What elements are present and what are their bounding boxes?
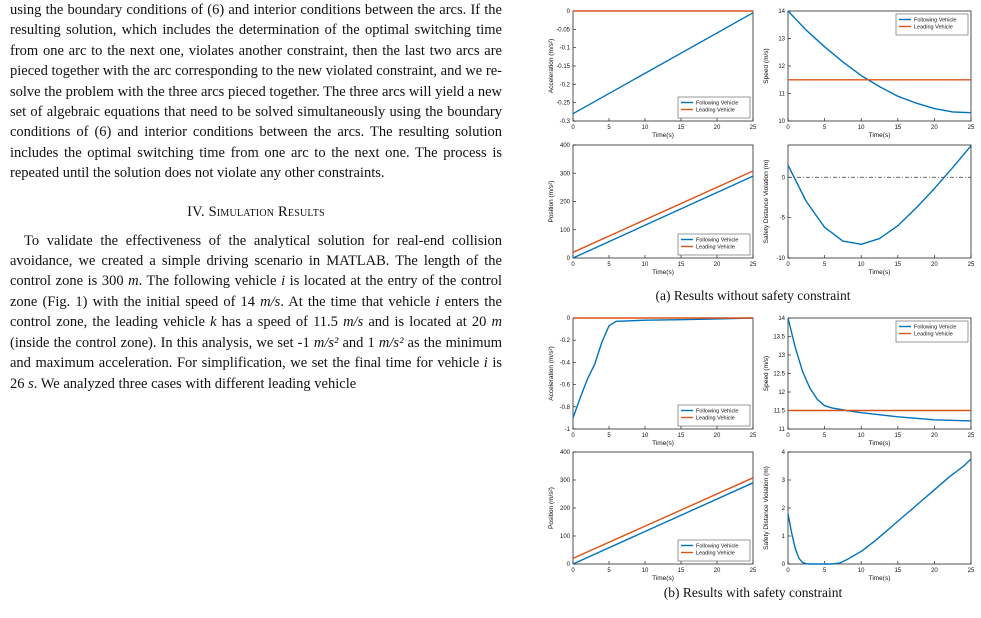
legend — [678, 234, 750, 255]
y-tick-label: 11 — [778, 427, 785, 433]
x-tick-label: 20 — [931, 433, 938, 439]
x-tick-label: 20 — [931, 262, 938, 268]
y-tick-label: -10 — [776, 256, 785, 262]
paragraph-simulation: To validate the effectiveness of the analytical solution for real-end collision avoidance, we created a simple driving scenario in MATLAB. The length of the control zone is 300 m. The following vehicle i is located at the entry of the control zone (Fig. 1) with the initial speed of 14 m/s. At the time that vehicle i enters the control zone, the leading vehicle k has a speed of 11.5 m/s and is located at 20 m (inside the control zone). In this analysis, we set -1 m/s² and 1 m/s² as the minimum and maximum acceleration. For simplification, we set the final time for vehicle i is 26 s. We analyzed three cases with different leading vehicle — [10, 232, 502, 392]
legend — [678, 540, 750, 561]
x-tick-label: 15 — [894, 568, 902, 574]
plot-frame — [788, 145, 971, 258]
x-tick-label: 25 — [749, 568, 757, 574]
y-tick-label: 0 — [566, 256, 570, 262]
caption-a: (a) Results without safety constraint — [655, 288, 851, 303]
y-tick-label: 13.5 — [773, 334, 785, 341]
x-axis-label: Time(s) — [652, 269, 674, 276]
y-tick-label: 14 — [778, 9, 785, 15]
x-tick-label: 20 — [713, 125, 721, 131]
y-tick-label: 12 — [778, 390, 785, 396]
y-tick-label: 100 — [559, 534, 570, 540]
figure-a — [528, 3, 978, 278]
figure-b — [528, 311, 978, 583]
x-tick-label: 0 — [786, 262, 790, 268]
left-text-column — [10, 0, 502, 618]
y-tick-label: -0.15 — [556, 64, 570, 70]
y-tick-label: 200 — [559, 199, 570, 206]
y-tick-label: 12.5 — [773, 371, 785, 378]
plot-frame — [788, 452, 971, 564]
x-tick-label: 10 — [641, 262, 649, 268]
legend — [896, 321, 968, 342]
x-tick-label: 5 — [607, 125, 611, 131]
y-tick-label: 0 — [566, 562, 570, 568]
y-tick-label: -0.2 — [559, 82, 570, 89]
chart-b-position — [548, 450, 757, 582]
x-tick-label: 25 — [967, 125, 975, 131]
x-tick-label: 15 — [677, 433, 685, 439]
y-tick-label: 400 — [559, 450, 570, 456]
chart-a-safety — [763, 145, 975, 276]
y-axis-label: Acceleration (m/s²) — [548, 38, 555, 94]
y-axis-label: Speed (m/s) — [763, 48, 770, 84]
y-tick-label: 11 — [778, 91, 785, 98]
legend-entry: Following Vehicle — [914, 324, 957, 331]
legend-entry: Leading Vehicle — [696, 415, 735, 422]
y-tick-label: -0.2 — [559, 338, 570, 345]
x-tick-label: 25 — [749, 262, 757, 268]
x-tick-label: 20 — [713, 433, 721, 439]
x-axis-label: Time(s) — [652, 575, 674, 582]
section-heading — [10, 204, 502, 221]
y-tick-label: 13 — [778, 353, 785, 359]
legend-entry: Following Vehicle — [914, 17, 957, 24]
x-axis-label: Time(s) — [868, 440, 891, 447]
legend-entry: Leading Vehicle — [914, 331, 953, 338]
x-tick-label: 25 — [749, 125, 757, 131]
x-tick-label: 0 — [571, 262, 575, 268]
y-axis-label: Acceleration (m/s²) — [548, 346, 555, 401]
x-tick-label: 0 — [786, 433, 790, 439]
legend-entry: Leading Vehicle — [696, 550, 735, 557]
chart-b-accel — [548, 316, 757, 447]
x-tick-label: 0 — [786, 568, 790, 574]
x-tick-label: 0 — [571, 433, 575, 439]
y-tick-label: -0.05 — [556, 27, 570, 34]
y-tick-label: -5 — [779, 215, 785, 222]
x-tick-label: 15 — [677, 568, 685, 574]
legend — [678, 405, 750, 426]
legend-entry: Following Vehicle — [696, 408, 739, 415]
x-tick-label: 5 — [822, 262, 827, 268]
x-tick-label: 5 — [822, 568, 827, 574]
x-axis-label: Time(s) — [868, 575, 891, 582]
x-tick-label: 25 — [967, 568, 975, 574]
x-axis-label: Time(s) — [652, 440, 674, 447]
legend-entry: Following Vehicle — [696, 237, 739, 244]
legend-entry: Leading Vehicle — [696, 244, 735, 251]
y-tick-label: 100 — [559, 227, 570, 234]
x-tick-label: 5 — [607, 433, 611, 439]
x-tick-label: 5 — [822, 125, 827, 131]
x-tick-label: 0 — [786, 125, 790, 131]
x-tick-label: 5 — [822, 433, 827, 439]
x-tick-label: 25 — [967, 262, 975, 268]
y-tick-label: 300 — [559, 478, 570, 484]
y-tick-label: 400 — [559, 143, 570, 149]
y-axis-label: Position (m/s²) — [548, 487, 555, 529]
x-tick-label: 5 — [607, 568, 611, 574]
x-tick-label: 15 — [894, 262, 902, 268]
y-tick-label: 1 — [781, 534, 785, 540]
y-tick-label: -0.6 — [559, 382, 570, 389]
x-tick-label: 10 — [857, 433, 865, 439]
y-tick-label: 0 — [781, 175, 785, 182]
y-tick-label: -0.8 — [559, 404, 570, 411]
x-tick-label: 10 — [857, 262, 865, 268]
y-tick-label: 3 — [781, 478, 785, 484]
y-tick-label: -0.25 — [556, 100, 570, 107]
caption-b: (b) Results with safety constraint — [663, 585, 843, 600]
y-tick-label: 10 — [778, 119, 785, 125]
x-tick-label: 10 — [641, 433, 649, 439]
legend — [896, 14, 968, 35]
legend-entry: Following Vehicle — [696, 543, 739, 550]
x-tick-label: 15 — [894, 433, 902, 439]
figure-column — [528, 0, 978, 618]
y-tick-label: -1 — [564, 427, 570, 433]
x-axis-label: Time(s) — [868, 132, 891, 139]
section-title: Simulation Results — [208, 203, 325, 220]
x-tick-label: 15 — [894, 125, 902, 131]
x-axis-label: Time(s) — [868, 269, 891, 276]
x-tick-label: 5 — [607, 262, 611, 268]
y-axis-label: Position (m/s²) — [548, 180, 555, 223]
y-tick-label: 200 — [559, 506, 570, 512]
paragraph-method-continuation: using the boundary conditions of (6) and interior conditions between the arcs. If the resulting solution, which includes the determination of the optimal switching time from one arc to the next one, violates another constraint, then the last two arcs are pieced together with the arc corresponding to the new violated constraint, and we re-solve the problem with the three arcs pieced together. The three arcs will yield a new set of algebraic equations that need to be solved simultaneously using the boundary conditions of (6) and interior conditions between the arcs. The resulting solution includes the optimal switching time from one arc to the next one. The process is repeated until the solution does not violate any other constraints. — [10, 2, 502, 182]
y-tick-label: 2 — [781, 506, 785, 512]
y-tick-label: 13 — [778, 36, 785, 43]
y-tick-label: 12 — [778, 64, 785, 70]
x-tick-label: 10 — [857, 125, 865, 131]
legend-entry: Leading Vehicle — [914, 24, 953, 31]
chart-b-safety — [763, 450, 975, 582]
y-axis-label: Safety Distance Violation (m) — [763, 159, 770, 244]
y-tick-label: -0.4 — [559, 360, 570, 367]
chart-b-speed — [763, 316, 975, 447]
x-tick-label: 15 — [677, 262, 685, 268]
x-tick-label: 25 — [967, 433, 975, 439]
y-tick-label: 0 — [781, 562, 785, 568]
y-tick-label: -0.3 — [559, 119, 570, 125]
x-tick-label: 20 — [931, 568, 938, 574]
y-tick-label: 300 — [559, 171, 570, 178]
x-tick-label: 10 — [857, 568, 865, 574]
legend-entry: Following Vehicle — [696, 100, 739, 107]
x-tick-label: 20 — [713, 262, 721, 268]
y-tick-label: 14 — [778, 316, 785, 322]
chart-a-position — [548, 143, 757, 276]
y-tick-label: 11.5 — [773, 408, 785, 415]
legend — [678, 97, 750, 118]
y-tick-label: 0 — [566, 316, 570, 322]
y-axis-label: Safety Distance Violation (m) — [763, 466, 770, 550]
x-tick-label: 15 — [677, 125, 685, 131]
x-tick-label: 0 — [571, 125, 575, 131]
x-tick-label: 20 — [931, 125, 938, 131]
y-tick-label: 4 — [781, 450, 785, 456]
x-tick-label: 20 — [713, 568, 721, 574]
y-tick-label: -0.1 — [559, 45, 570, 52]
chart-a-speed — [763, 9, 975, 139]
x-tick-label: 0 — [571, 568, 575, 574]
x-tick-label: 10 — [641, 568, 649, 574]
x-tick-label: 25 — [749, 433, 757, 439]
x-axis-label: Time(s) — [652, 132, 674, 139]
y-tick-label: 0 — [566, 9, 570, 15]
x-tick-label: 10 — [641, 125, 649, 131]
y-axis-label: Speed (m/s) — [763, 355, 770, 392]
legend-entry: Leading Vehicle — [696, 107, 735, 114]
section-number: IV. — [187, 203, 205, 220]
chart-a-accel — [548, 9, 757, 139]
